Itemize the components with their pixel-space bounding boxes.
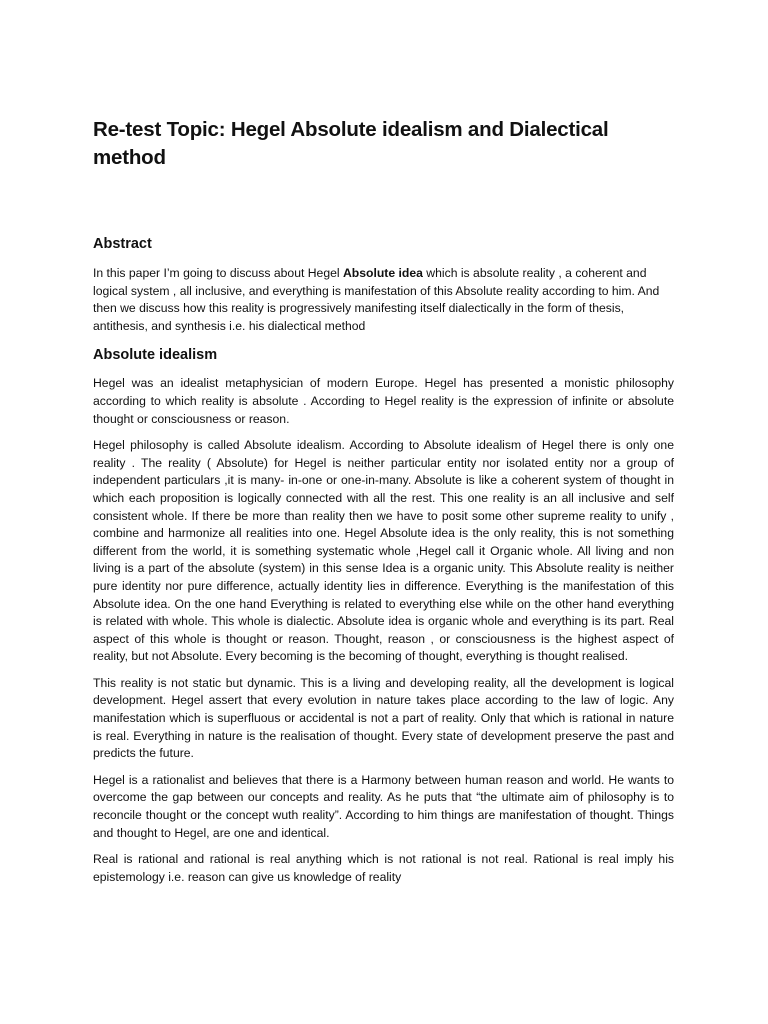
document-title: Re-test Topic: Hegel Absolute idealism and Dialectical method [93,118,609,169]
document-page [93,116,674,886]
body-paragraph-4: Hegel is a rationalist and believes that there is a Harmony between human reason and world. He wants to overcome the gap between our concepts and reality. As he puts that “the ultimate aim of philosophy is to reconcile thought or the concept wuth reality”. According to him things are manifestation of thought. Things and thought to Hegel, are one and identical. [93,772,674,840]
abstract-text-start: In this paper I’m going to discuss about Hegel [93,266,343,280]
body-paragraph-5: Real is rational and rational is real anything which is not rational is not real. Rational is real imply his epistemology i.e. reason can give us knowledge of reality [93,852,674,884]
abstract-bold-term: Absolute idea [343,266,423,280]
body-paragraph-3: This reality is not static but dynamic. This is a living and developing reality, all the development is logical development. Hegel assert that every evolution in nature takes place according to the law of logic. Any manifestation which is superfluous or accidental is not a part of reality. Only that which is rational in nature is real. Everything in nature is the realisation of thought. Every state of development preserve the past and predicts the future. [93,675,674,761]
section-heading: Absolute idealism [93,347,218,364]
body-paragraph-1: Hegel was an idealist metaphysician of modern Europe. Hegel has presented a monistic philosophy according to which reality is absolute . According to Hegel reality is the expression of infinite or absolute thought or consciousness or reason. [93,376,674,426]
abstract-heading: Abstract [93,236,152,252]
body-paragraph-2: Hegel philosophy is called Absolute idealism. According to Absolute idealism of Hegel there is only one reality . The reality ( Absolute) for Hegel is neither particular entity nor isolated entity nor a group of independent particulars ,it is many- in-one or one-in-many. Absolute is like a coherent system of thought in which each proposition is logically connected with all the rest. This one reality is an all inclusive and self consistent whole. If there be more than reality then we have to posit some other supreme reality to unify , combine and harmonize all realities into one. Hegel Absolute idea is the only reality, this is not something different from the world, it is something systematic whole ,Hegel call it Organic whole. All living and non living is a part of the absolute (system) in this sense Idea is a organic unity. This Absolute reality is neither pure identity nor pure difference, actually identity lies in difference. Everything is the manifestation of this Absolute idea. On the one hand Everything is related to everything else while on the other hand everything is related with whole. This whole is dialectic. Absolute idea is organic whole and everything is its part. Real aspect of this whole is thought or reason. Thought, reason , or consciousness is the highest aspect of reality, but not Absolute. Every becoming is the becoming of thought, everything is thought realised. [93,438,674,664]
abstract-text-end: which is absolute reality , a coherent and logical system , all inclusive, and everything is manifestation of this Absolute reality according to him. And then we discuss how this reality is progressively manifesting itself dialectically in the form of thesis, antithesis, and synthesis i.e. his dialectical method [93,266,660,333]
abstract-paragraph [93,265,674,335]
